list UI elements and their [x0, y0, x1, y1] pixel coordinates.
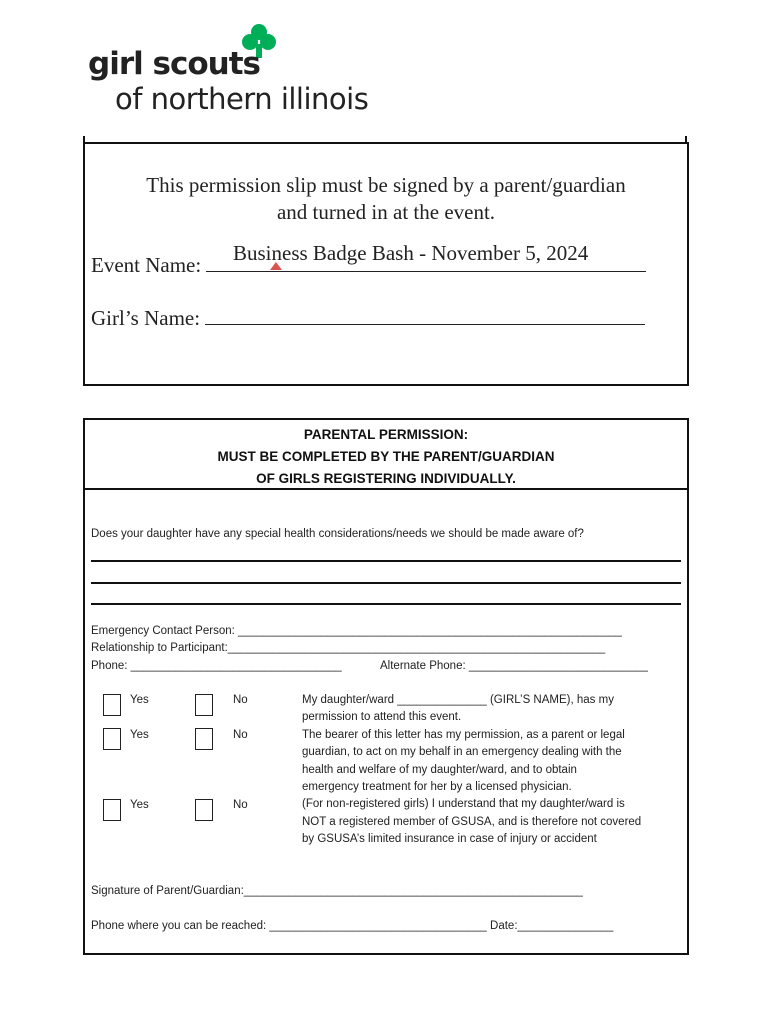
event-name-value[interactable]: Business Badge Bash - November 5, 2024: [233, 241, 589, 265]
no-checkbox-3[interactable]: [195, 799, 213, 821]
health-answer-line-3[interactable]: [91, 603, 681, 605]
statement-line: NOT a registered member of GSUSA, and is therefore not covered: [302, 815, 642, 828]
event-info-box: [83, 142, 689, 386]
alternate-phone-field[interactable]: Alternate Phone: ____________________________: [380, 660, 648, 672]
notice-line-2: and turned in at the event.: [276, 200, 496, 224]
event-name-row: [91, 251, 646, 278]
permission-heading: [85, 420, 687, 490]
statement-line: health and welfare of my daughter/ward, and to obtain: [302, 763, 577, 776]
no-label-3: No: [233, 799, 248, 811]
no-label-1: No: [233, 694, 248, 706]
parental-permission-box: [83, 418, 689, 955]
health-question: Does your daughter have any special health considerations/needs we should be made aware of?: [91, 528, 584, 540]
signing-notice: [85, 172, 687, 226]
parent-signature-field[interactable]: Signature of Parent/Guardian:_____________________________________________________: [91, 885, 583, 897]
emergency-contact-field[interactable]: Emergency Contact Person: ____________________________________________________________: [91, 625, 622, 637]
statement-line: by GSUSA’s limited insurance in case of injury or accident: [302, 833, 597, 846]
yes-label-1: Yes: [130, 694, 149, 706]
yes-checkbox-2[interactable]: [103, 728, 121, 750]
statement-line: emergency treatment for her by a licensed physician.: [302, 781, 572, 794]
yes-label-2: Yes: [130, 729, 149, 741]
no-checkbox-1[interactable]: [195, 694, 213, 716]
yes-checkbox-3[interactable]: [103, 799, 121, 821]
contact-phone-date-field[interactable]: Phone where you can be reached: __________________________________ Date:_______________: [91, 920, 614, 932]
statement-line: permission to attend this event.: [302, 711, 462, 724]
event-name-field[interactable]: [206, 251, 646, 272]
notice-line-1: This permission slip must be signed by a parent/guardian: [146, 173, 626, 197]
health-answer-line-2[interactable]: [91, 582, 681, 584]
heading-line-1: PARENTAL PERMISSION:: [303, 427, 469, 442]
logo-text-council: of northern illinois: [115, 82, 369, 116]
phone-field[interactable]: Phone: _________________________________: [91, 660, 342, 672]
heading-line-3: OF GIRLS REGISTERING INDIVIDUALLY.: [256, 471, 516, 486]
heading-line-2: MUST BE COMPLETED BY THE PARENT/GUARDIAN: [217, 449, 555, 464]
relationship-field[interactable]: Relationship to Participant:___________________________________________________________: [91, 642, 606, 654]
girl-name-row: [91, 304, 645, 331]
no-label-2: No: [233, 729, 248, 741]
logo-text-girl-scouts: girl scouts: [88, 46, 260, 82]
yes-label-3: Yes: [130, 799, 149, 811]
statement-line: (For non-registered girls) I understand that my daughter/ward is: [302, 798, 625, 811]
no-checkbox-2[interactable]: [195, 728, 213, 750]
event-name-label: Event Name:: [91, 253, 202, 277]
statement-line: My daughter/ward ______________ (GIRL’S NAME), has my: [302, 694, 614, 706]
yes-checkbox-1[interactable]: [103, 694, 121, 716]
girl-name-label: Girl’s Name:: [91, 306, 201, 330]
girl-name-field[interactable]: [205, 304, 645, 325]
girl-scouts-logo: [88, 22, 408, 122]
health-answer-line-1[interactable]: [91, 560, 681, 562]
statement-line: guardian, to act on my behalf in an emergency dealing with the: [302, 746, 622, 759]
permission-statement: [302, 692, 682, 849]
statement-line: The bearer of this letter has my permission, as a parent or legal: [302, 728, 625, 741]
